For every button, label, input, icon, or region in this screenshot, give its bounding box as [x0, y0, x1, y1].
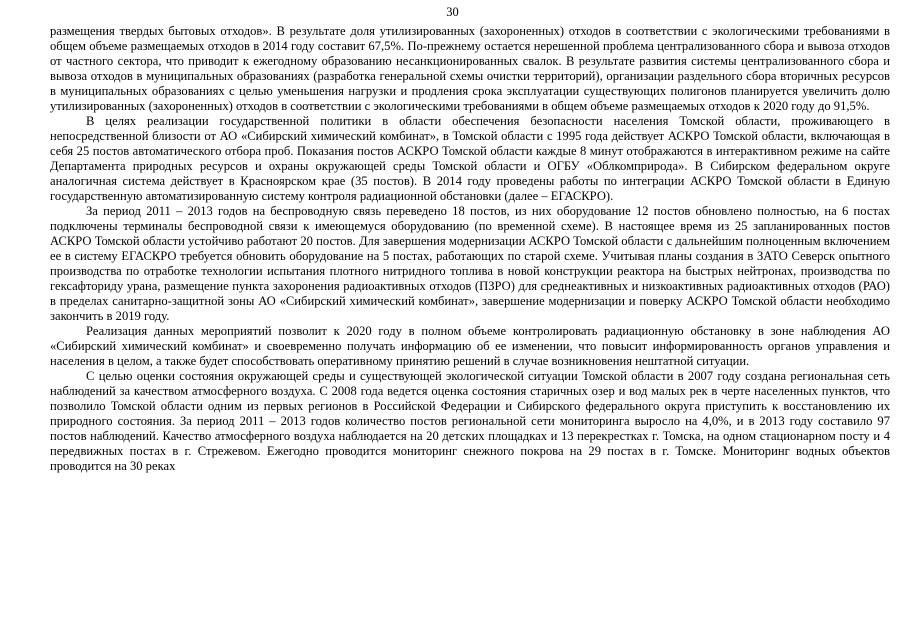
- paragraph-waste-disposal: размещения твердых бытовых отходов». В результате доля утилизированных (захороненных) отходов в соответствии с экологическими требованиями в общем объеме размещаемых отходов в 2014 году составит 67,5%. По-прежнему остается нерешенной проблема централизованного сбора и вывоза отходов от частного сектора, что приводит к ежегодному образованию несанкционированных свалок. В результате развития системы централизованного сбора и вывоза отходов в муниципальных образованиях (разработка генеральной схемы очистки территорий), организации раздельного сбора вторичных ресурсов в муниципальных образованиях с целью уменьшения нагрузки и продления срока эксплуатации существующих полигонов планируется увеличить долю утилизированных (захороненных) отходов в соответствии с экологическими требованиями в общем объеме размещаемых отходов к 2020 году до 91,5%.: [50, 24, 890, 113]
- paragraph-measures-outcome: Реализация данных мероприятий позволит к 2020 году в полном объеме контролировать радиационную обстановку в зоне наблюдения АО «Сибирский химический комбинат» и своевременно получать информацию об ее изменении, что повысит информированность органов управления и населения в целом, а также будет способствовать оперативному принятию решений в случае возникновения нештатной ситуации.: [50, 324, 890, 368]
- page-number: 30: [446, 5, 459, 19]
- paragraph-askro-system: В целях реализации государственной политики в области обеспечения безопасности населения Томской области, проживающего в непосредственной близости от АО «Сибирский химический комбинат», в Томской области с 1995 года действует АСКРО Томской области, включающая в себя 25 постов автоматического отбора проб. Показания постов АСКРО Томской области каждые 8 минут отображаются в интерактивном режиме на сайте Департамента природных ресурсов и охраны окружающей среды Томской области и ОГБУ «Облкомприрода». В Сибирском федеральном округе аналогичная система действует в Красноярском крае (35 постов). В 2014 году проведены работы по интеграции АСКРО Томской области в Единую государственную автоматизированную систему контроля радиационной обстановки (далее – ЕГАСКРО).: [50, 114, 890, 203]
- paragraph-monitoring-network: С целью оценки состояния окружающей среды и существующей экологической ситуации Томской области в 2007 году создана региональная сеть наблюдений за качеством атмосферного воздуха. С 2008 года ведется оценка состояния старичных озер и вод малых рек в черте населенных пунктов, что позволило Томской области одним из первых регионов в Российской Федерации и Сибирского федерального округа приступить к восстановлению их природного состояния. За период 2011 – 2013 годов количество постов региональной сети мониторинга выросло на 4,0%, и в 2013 году составило 97 постов наблюдений. Качество атмосферного воздуха наблюдается на 20 детских площадках и 13 перекрестках г. Томска, на одном стационарном посту и 4 передвижных постах в г. Стрежевом. Ежегодно проводится мониторинг снежного покрова на 29 постах в г. Томске. Мониторинг водных объектов проводится на 30 реках: [50, 369, 890, 473]
- document-body: [50, 24, 890, 474]
- paragraph-wireless-modernization: За период 2011 – 2013 годов на беспроводную связь переведено 18 постов, из них оборудование 12 постов обновлено полностью, на 6 постах подключены терминалы беспроводной связи к имеющемуся оборудованию (по временной схеме). В настоящее время из 25 запланированных постов АСКРО Томской области устойчиво работают 20 постов. Для завершения модернизации АСКРО Томской области с дальнейшим полноценным включением ее в систему ЕГАСКРО требуется обновить оборудование на 5 постах, работающих по старой схеме. Учитывая планы создания в ЗАТО Северск опытного производства по отработке технологии испытания плотного нитридного топлива в новой конструкции реактора на быстрых нейтронах, производства по гексафториду урана, размещение пункта захоронения радиоактивных отходов (ПЗРО) для среднеактивных и низкоактивных радиоактивных отходов (РАО) в пределах санитарно-защитной зоны АО «Сибирский химический комбинат», завершение модернизации и поверку АСКРО Томской области необходимо закончить в 2019 году.: [50, 204, 890, 323]
